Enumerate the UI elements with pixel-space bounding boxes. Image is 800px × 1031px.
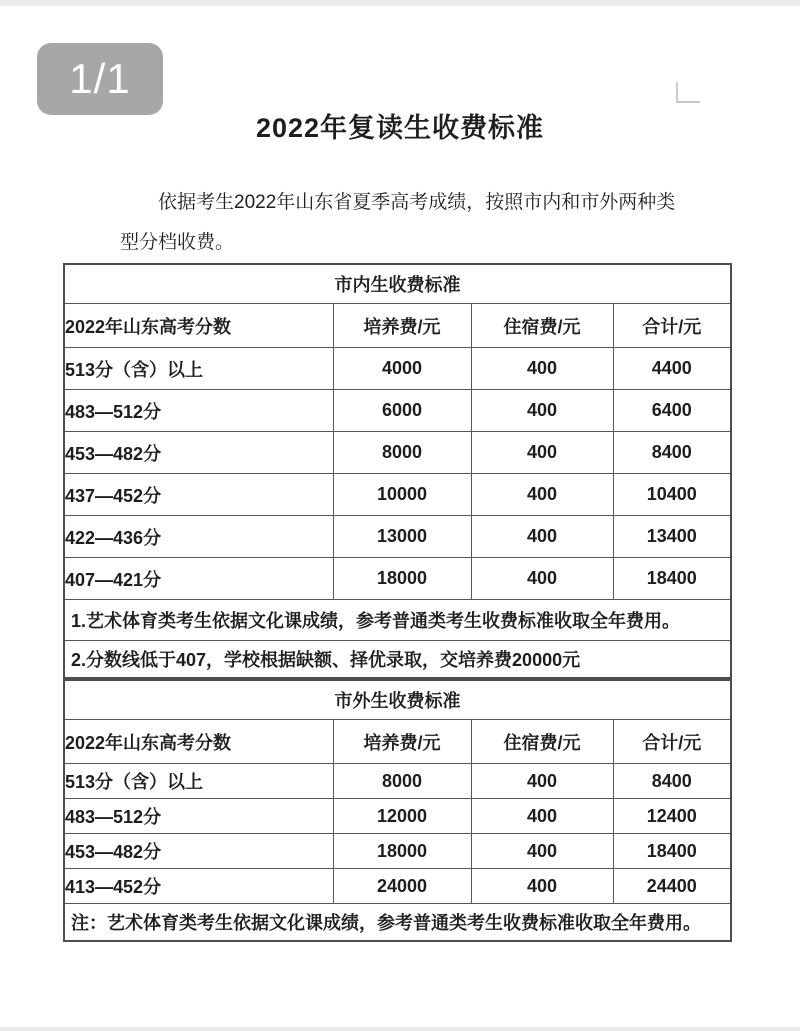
fee-table-out-city	[63, 679, 732, 942]
table-row	[64, 390, 731, 432]
total-cell: 18400	[613, 834, 731, 869]
corner-fold-mark	[676, 82, 700, 103]
total-cell: 12400	[613, 799, 731, 834]
table-note: 注：艺术体育类考生依据文化课成绩，参考普通类考生收费标准收取全年费用。	[64, 904, 731, 942]
table-row	[64, 432, 731, 474]
score-range-cell: 453—482分	[64, 432, 333, 474]
intro-line-2: 型分档收费。	[120, 232, 235, 253]
table-row	[64, 869, 731, 904]
fee-table-in-city	[63, 263, 732, 679]
tuition-cell: 8000	[333, 432, 471, 474]
table-row	[64, 834, 731, 869]
lodging-cell: 400	[471, 474, 613, 516]
table-row	[64, 474, 731, 516]
header-score: 2022年山东高考分数	[64, 720, 333, 764]
intro-paragraph	[120, 183, 708, 263]
tuition-cell: 18000	[333, 558, 471, 600]
tuition-cell: 8000	[333, 764, 471, 799]
lodging-cell: 400	[471, 834, 613, 869]
table-row	[64, 348, 731, 390]
header-score: 2022年山东高考分数	[64, 304, 333, 348]
score-range-cell: 513分（含）以上	[64, 348, 333, 390]
table-header-row	[64, 304, 731, 348]
tuition-cell: 24000	[333, 869, 471, 904]
lodging-cell: 400	[471, 764, 613, 799]
table-row	[64, 516, 731, 558]
table-title-row	[64, 680, 731, 720]
table-title: 市内生收费标准	[64, 264, 731, 304]
table-note-row	[64, 904, 731, 942]
header-total: 合计/元	[613, 304, 731, 348]
page-indicator-badge	[37, 43, 163, 115]
total-cell: 18400	[613, 558, 731, 600]
tuition-cell: 6000	[333, 390, 471, 432]
lodging-cell: 400	[471, 432, 613, 474]
table-note-row	[64, 600, 731, 641]
header-lodging: 住宿费/元	[471, 304, 613, 348]
score-range-cell: 422—436分	[64, 516, 333, 558]
table-note: 2.分数线低于407，学校根据缺额、择优录取，交培养费20000元	[64, 641, 731, 679]
score-range-cell: 483—512分	[64, 390, 333, 432]
intro-line-1: 依据考生2022年山东省夏季高考成绩，按照市内和市外两种类	[158, 192, 676, 213]
total-cell: 13400	[613, 516, 731, 558]
lodging-cell: 400	[471, 390, 613, 432]
table-row	[64, 764, 731, 799]
header-total: 合计/元	[613, 720, 731, 764]
lodging-cell: 400	[471, 348, 613, 390]
total-cell: 6400	[613, 390, 731, 432]
tuition-cell: 13000	[333, 516, 471, 558]
top-edge-strip	[0, 0, 800, 6]
header-lodging: 住宿费/元	[471, 720, 613, 764]
lodging-cell: 400	[471, 869, 613, 904]
header-tuition: 培养费/元	[333, 720, 471, 764]
score-range-cell: 437—452分	[64, 474, 333, 516]
score-range-cell: 483—512分	[64, 799, 333, 834]
tuition-cell: 12000	[333, 799, 471, 834]
bottom-edge-strip	[0, 1027, 800, 1031]
total-cell: 4400	[613, 348, 731, 390]
total-cell: 8400	[613, 432, 731, 474]
lodging-cell: 400	[471, 516, 613, 558]
page-indicator-label: 1/1	[69, 55, 131, 102]
tuition-cell: 10000	[333, 474, 471, 516]
total-cell: 24400	[613, 869, 731, 904]
total-cell: 10400	[613, 474, 731, 516]
score-range-cell: 453—482分	[64, 834, 333, 869]
score-range-cell: 407—421分	[64, 558, 333, 600]
score-range-cell: 513分（含）以上	[64, 764, 333, 799]
table-header-row	[64, 720, 731, 764]
lodging-cell: 400	[471, 558, 613, 600]
table-title-row	[64, 264, 731, 304]
table-note-row	[64, 641, 731, 679]
table-row	[64, 558, 731, 600]
page-title: 2022年复读生收费标准	[255, 113, 545, 143]
table-note: 1.艺术体育类考生依据文化课成绩，参考普通类考生收费标准收取全年费用。	[64, 600, 731, 641]
tuition-cell: 18000	[333, 834, 471, 869]
header-tuition: 培养费/元	[333, 304, 471, 348]
table-title: 市外生收费标准	[64, 680, 731, 720]
table-row	[64, 799, 731, 834]
tuition-cell: 4000	[333, 348, 471, 390]
lodging-cell: 400	[471, 799, 613, 834]
score-range-cell: 413—452分	[64, 869, 333, 904]
total-cell: 8400	[613, 764, 731, 799]
